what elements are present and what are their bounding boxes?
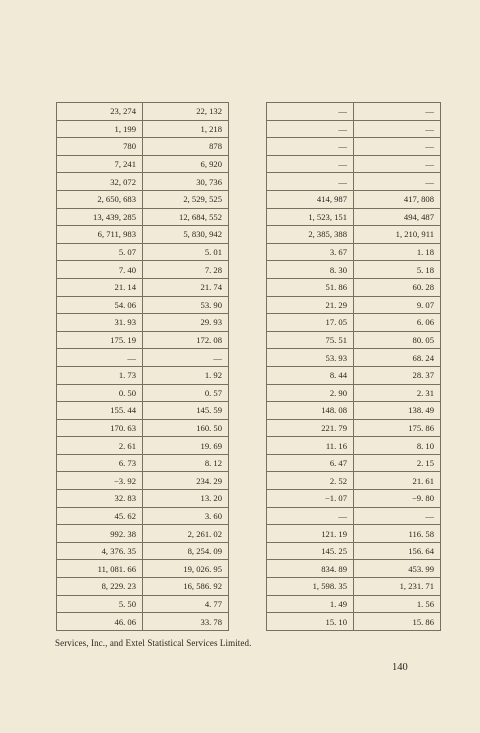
table-row xyxy=(267,208,441,226)
table-cell: 80. 05 xyxy=(354,331,441,349)
table-row xyxy=(267,560,441,578)
table-row xyxy=(57,155,229,173)
table-cell: 145. 59 xyxy=(143,402,229,420)
table-row xyxy=(267,578,441,596)
table-cell: 175. 86 xyxy=(354,419,441,437)
table-row xyxy=(57,103,229,121)
table-row xyxy=(267,384,441,402)
table-row xyxy=(267,173,441,191)
table-row xyxy=(267,542,441,560)
table-cell: 15. 10 xyxy=(267,613,354,631)
table-cell: 234. 29 xyxy=(143,472,229,490)
table-row xyxy=(57,595,229,613)
table-row xyxy=(57,261,229,279)
table-row xyxy=(57,560,229,578)
table-row xyxy=(57,402,229,420)
table-cell: 1, 218 xyxy=(143,120,229,138)
table-cell: 53. 90 xyxy=(143,296,229,314)
table-cell: 16, 586. 92 xyxy=(143,578,229,596)
table-row xyxy=(57,542,229,560)
table-cell: 28. 37 xyxy=(354,366,441,384)
table-cell: 172. 08 xyxy=(143,331,229,349)
table-cell: 2. 31 xyxy=(354,384,441,402)
table-cell: 8. 10 xyxy=(354,437,441,455)
table-cell: 780 xyxy=(57,138,143,156)
table-cell: 121. 19 xyxy=(267,525,354,543)
table-row xyxy=(267,155,441,173)
table-row xyxy=(267,331,441,349)
table-row xyxy=(267,419,441,437)
table-cell: 6. 47 xyxy=(267,454,354,472)
table-cell: 160. 50 xyxy=(143,419,229,437)
table-cell: 21. 29 xyxy=(267,296,354,314)
table-cell: 9. 07 xyxy=(354,296,441,314)
table-cell: — xyxy=(354,138,441,156)
table-cell: 7. 40 xyxy=(57,261,143,279)
table-cell: — xyxy=(267,120,354,138)
table-cell: 138. 49 xyxy=(354,402,441,420)
table-cell: 7. 28 xyxy=(143,261,229,279)
table-row xyxy=(57,331,229,349)
table-row xyxy=(267,402,441,420)
table-cell: 11. 16 xyxy=(267,437,354,455)
table-cell: 23, 274 xyxy=(57,103,143,121)
table-cell: 834. 89 xyxy=(267,560,354,578)
table-cell: 2. 15 xyxy=(354,454,441,472)
table-row xyxy=(57,472,229,490)
table-row xyxy=(57,296,229,314)
table-cell: 13. 20 xyxy=(143,490,229,508)
table-cell: 46. 06 xyxy=(57,613,143,631)
table-cell: 145. 25 xyxy=(267,542,354,560)
table-row xyxy=(57,578,229,596)
table-row xyxy=(57,454,229,472)
table-cell: 156. 64 xyxy=(354,542,441,560)
table-row xyxy=(267,507,441,525)
table-cell: — xyxy=(354,507,441,525)
table-cell: 12, 684, 552 xyxy=(143,208,229,226)
table-row xyxy=(267,243,441,261)
table-row xyxy=(57,190,229,208)
table-cell: 1, 199 xyxy=(57,120,143,138)
table-row xyxy=(57,243,229,261)
table-cell: 45. 62 xyxy=(57,507,143,525)
table-cell: 32. 83 xyxy=(57,490,143,508)
table-cell: — xyxy=(267,103,354,121)
table-cell: 4, 376. 35 xyxy=(57,542,143,560)
table-row xyxy=(57,138,229,156)
table-row xyxy=(57,120,229,138)
table-cell: — xyxy=(354,120,441,138)
right-data-table xyxy=(266,102,441,631)
table-cell: — xyxy=(267,155,354,173)
left-data-table xyxy=(56,102,229,631)
table-cell: 32, 072 xyxy=(57,173,143,191)
table-cell: 3. 60 xyxy=(143,507,229,525)
table-cell: 30, 736 xyxy=(143,173,229,191)
table-cell: 2. 61 xyxy=(57,437,143,455)
table-cell: 5. 07 xyxy=(57,243,143,261)
table-cell: −9. 80 xyxy=(354,490,441,508)
table-cell: 1. 18 xyxy=(354,243,441,261)
table-cell: — xyxy=(354,103,441,121)
table-cell: −3. 92 xyxy=(57,472,143,490)
table-cell: 2, 650, 683 xyxy=(57,190,143,208)
table-cell: 19, 026. 95 xyxy=(143,560,229,578)
table-cell: 53. 93 xyxy=(267,349,354,367)
table-cell: 1, 210, 911 xyxy=(354,226,441,244)
table-row xyxy=(57,437,229,455)
table-cell: 1, 231. 71 xyxy=(354,578,441,596)
table-cell: 3. 67 xyxy=(267,243,354,261)
table-cell: 11, 081. 66 xyxy=(57,560,143,578)
table-cell: 992. 38 xyxy=(57,525,143,543)
table-row xyxy=(267,613,441,631)
table-cell: 8. 12 xyxy=(143,454,229,472)
page-number: 140 xyxy=(392,662,408,673)
table-cell: 494, 487 xyxy=(354,208,441,226)
table-cell: 5. 50 xyxy=(57,595,143,613)
table-row xyxy=(267,454,441,472)
table-row xyxy=(57,366,229,384)
table-cell: — xyxy=(267,173,354,191)
table-cell: 8, 254. 09 xyxy=(143,542,229,560)
source-footnote: Services, Inc., and Extel Statistical Services Limited. xyxy=(55,638,252,648)
table-cell: 175. 19 xyxy=(57,331,143,349)
table-row xyxy=(57,173,229,191)
table-cell: 414, 987 xyxy=(267,190,354,208)
table-cell: 0. 50 xyxy=(57,384,143,402)
table-cell: 8, 229. 23 xyxy=(57,578,143,596)
table-row xyxy=(57,490,229,508)
table-cell: 453. 99 xyxy=(354,560,441,578)
table-row xyxy=(57,525,229,543)
table-row xyxy=(267,261,441,279)
table-row xyxy=(267,278,441,296)
table-row xyxy=(267,595,441,613)
table-cell: — xyxy=(267,507,354,525)
table-row xyxy=(267,490,441,508)
table-row xyxy=(57,208,229,226)
table-cell: 33. 78 xyxy=(143,613,229,631)
table-cell: 1. 49 xyxy=(267,595,354,613)
table-row xyxy=(57,349,229,367)
table-row xyxy=(267,138,441,156)
table-row xyxy=(57,226,229,244)
table-cell: 8. 30 xyxy=(267,261,354,279)
table-row xyxy=(57,384,229,402)
table-cell: 2, 385, 388 xyxy=(267,226,354,244)
table-cell: 878 xyxy=(143,138,229,156)
table-cell: 8. 44 xyxy=(267,366,354,384)
table-cell: 54. 06 xyxy=(57,296,143,314)
table-row xyxy=(57,613,229,631)
table-cell: 5. 01 xyxy=(143,243,229,261)
table-cell: 1. 92 xyxy=(143,366,229,384)
table-row xyxy=(57,278,229,296)
table-cell: 19. 69 xyxy=(143,437,229,455)
table-cell: 17. 05 xyxy=(267,314,354,332)
table-cell: 75. 51 xyxy=(267,331,354,349)
table-row xyxy=(267,366,441,384)
table-cell: — xyxy=(267,138,354,156)
table-cell: 5, 830, 942 xyxy=(143,226,229,244)
table-cell: — xyxy=(354,155,441,173)
table-row xyxy=(57,314,229,332)
table-cell: 21. 74 xyxy=(143,278,229,296)
table-cell: 15. 86 xyxy=(354,613,441,631)
table-row xyxy=(267,314,441,332)
table-cell: 417, 808 xyxy=(354,190,441,208)
table-cell: 0. 57 xyxy=(143,384,229,402)
table-row xyxy=(267,437,441,455)
table-row xyxy=(267,296,441,314)
table-cell: 7, 241 xyxy=(57,155,143,173)
table-cell: 21. 14 xyxy=(57,278,143,296)
table-cell: 2. 90 xyxy=(267,384,354,402)
table-cell: 2, 529, 525 xyxy=(143,190,229,208)
table-cell: 6. 73 xyxy=(57,454,143,472)
table-row xyxy=(267,472,441,490)
table-cell: 170. 63 xyxy=(57,419,143,437)
table-cell: −1. 07 xyxy=(267,490,354,508)
table-cell: 5. 18 xyxy=(354,261,441,279)
table-cell: 1. 73 xyxy=(57,366,143,384)
table-cell: 1, 523, 151 xyxy=(267,208,354,226)
table-cell: — xyxy=(57,349,143,367)
table-cell: 60. 28 xyxy=(354,278,441,296)
table-cell: 2, 261. 02 xyxy=(143,525,229,543)
table-row xyxy=(267,226,441,244)
table-cell: — xyxy=(354,173,441,191)
table-cell: 51. 86 xyxy=(267,278,354,296)
table-cell: 1, 598. 35 xyxy=(267,578,354,596)
table-cell: 1. 56 xyxy=(354,595,441,613)
table-cell: 29. 93 xyxy=(143,314,229,332)
table-cell: 6, 711, 983 xyxy=(57,226,143,244)
table-cell: 22, 132 xyxy=(143,103,229,121)
table-cell: 221. 79 xyxy=(267,419,354,437)
table-row xyxy=(57,419,229,437)
table-cell: 31. 93 xyxy=(57,314,143,332)
table-cell: 68. 24 xyxy=(354,349,441,367)
table-cell: — xyxy=(143,349,229,367)
table-row xyxy=(267,349,441,367)
table-cell: 155. 44 xyxy=(57,402,143,420)
table-cell: 2. 52 xyxy=(267,472,354,490)
table-cell: 6, 920 xyxy=(143,155,229,173)
table-row xyxy=(267,190,441,208)
table-cell: 116. 58 xyxy=(354,525,441,543)
table-row xyxy=(57,507,229,525)
table-cell: 4. 77 xyxy=(143,595,229,613)
table-cell: 148. 08 xyxy=(267,402,354,420)
table-cell: 6. 06 xyxy=(354,314,441,332)
table-row xyxy=(267,103,441,121)
table-row xyxy=(267,120,441,138)
table-row xyxy=(267,525,441,543)
table-cell: 13, 439, 285 xyxy=(57,208,143,226)
table-cell: 21. 61 xyxy=(354,472,441,490)
